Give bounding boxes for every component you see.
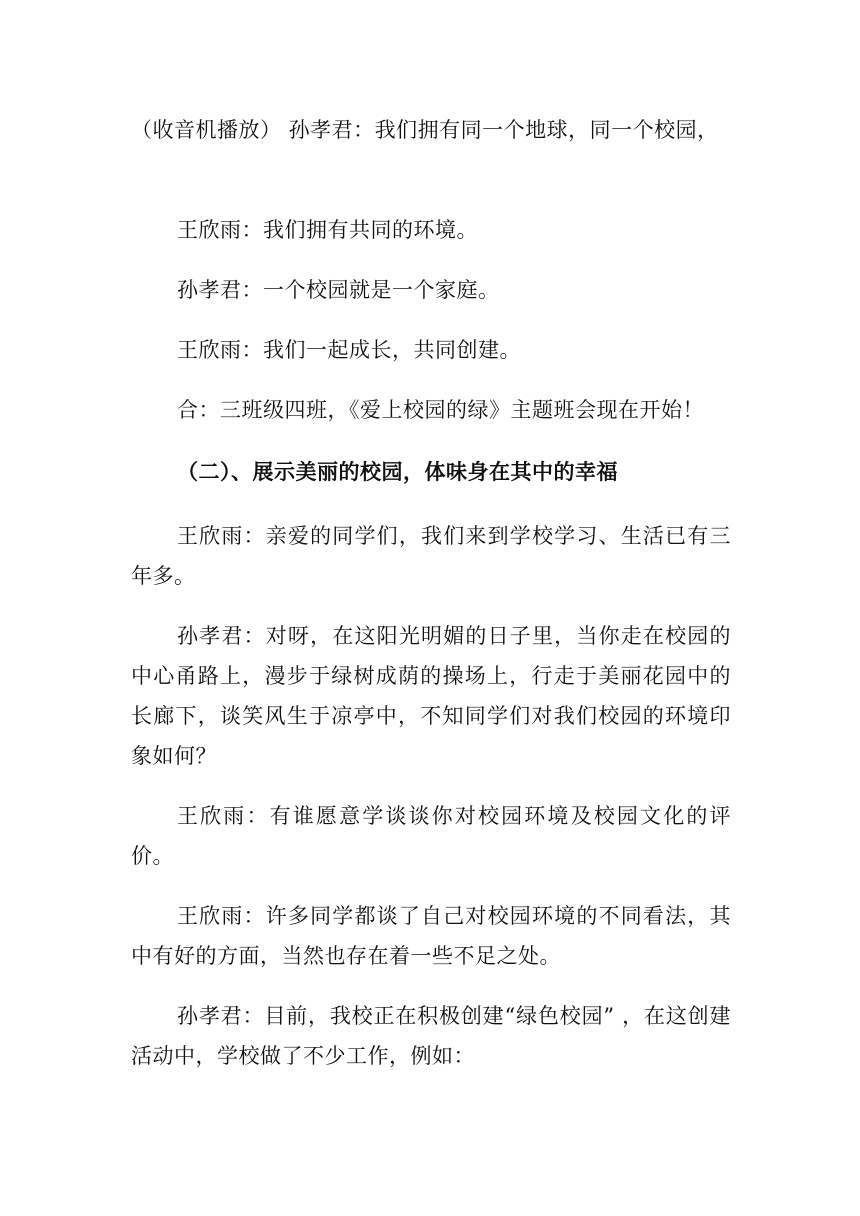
- paragraph-dialogue: 王欣雨：亲爱的同学们，我们来到学校学习、生活已有三年多。: [131, 524, 731, 588]
- paragraph-dialogue: 王欣雨：我们拥有共同的环境。: [177, 218, 478, 242]
- paragraph-opening: （收音机播放） 孙孝君：我们拥有同一个地球，同一个校园，: [131, 118, 719, 142]
- paragraph-dialogue: 孙孝君：目前，我校正在积极创建“绿色校园” ，在这创建活动中，学校做了不少工作，例如：: [131, 1004, 731, 1068]
- paragraph-dialogue: 合：三班级四班，《爱上校园的绿》主题班会现在开始！: [177, 398, 704, 422]
- paragraph-dialogue: 王欣雨：有谁愿意学谈谈你对校园环境及校园文化的评价。: [131, 804, 731, 868]
- paragraph-dialogue: 王欣雨：许多同学都谈了自己对校园环境的不同看法，其中有好的方面，当然也存在着一些不足之处。: [131, 904, 731, 968]
- paragraph-dialogue: 王欣雨：我们一起成长，共同创建。: [177, 338, 521, 362]
- section-heading: （二）、展示美丽的校园，体味身在其中的幸福: [177, 459, 618, 484]
- paragraph-dialogue: 孙孝君：对呀，在这阳光明媚的日子里，当你走在校园的中心甬路上，漫步于绿树成荫的操场上，行走于美丽花园中的长廊下，谈笑风生于凉亭中，不知同学们对我们校园的环境印象如何？: [131, 624, 731, 768]
- paragraph-dialogue: 孙孝君：一个校园就是一个家庭。: [177, 278, 500, 302]
